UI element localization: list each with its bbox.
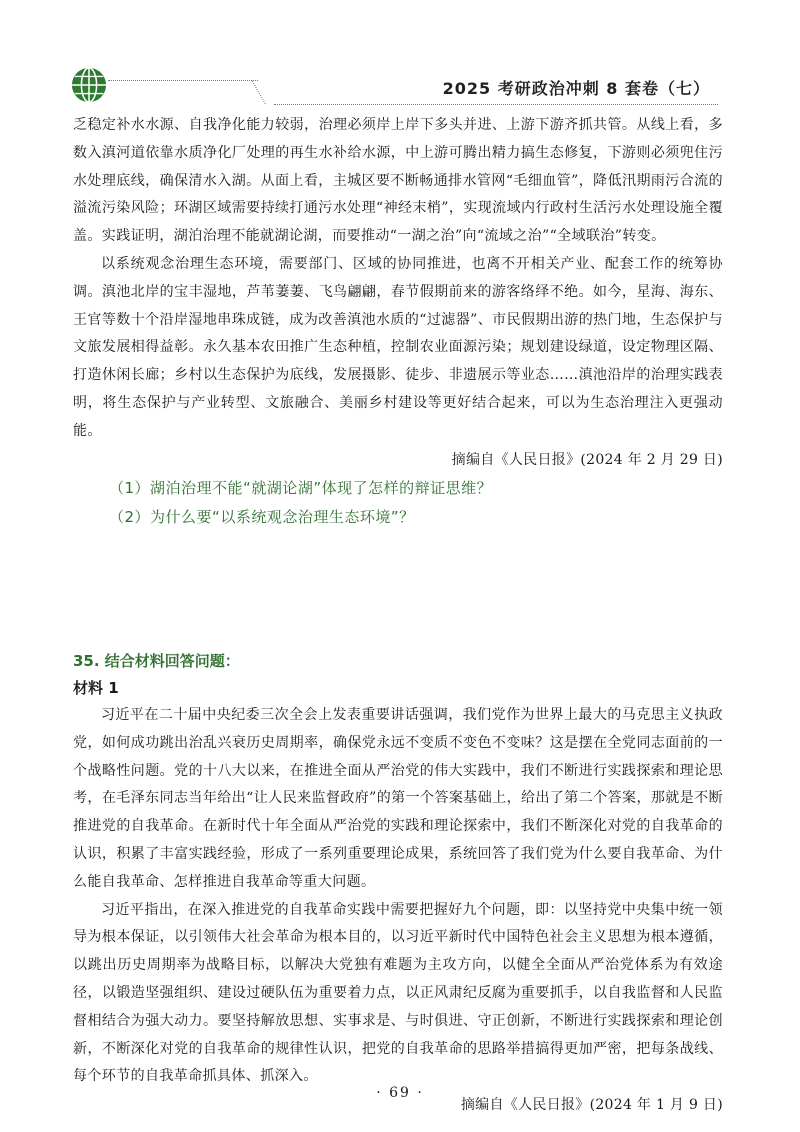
material-paragraph: 习近平指出，在深入推进党的自我革命实践中需要把握好九个问题，即：以坚持党中央集中统一领导为根本保证，以引领伟大社会革命为根本目的，以习近平新时代中国特色社会主义思想为根本遵循，以跳出历史周期率为战略目标，以解决大党独有难题为主攻方向，以健全全面从严治党体系为有效途径，以锻造坚强组织、建设过硬队伍为重要着力点，以正风肃纪反腐为重要抓手，以自我监督和人民监督相结合为强大动力。要坚持解放思想、实事求是、与时俱进、守正创新，不断进行实践探索和理论创新，不断深化对党的自我革命的规律性认识，把党的自我革命的思路举措搞得更加严密，把每条战线、每个环节的自我革命抓具体、抓深入。: [73, 901, 723, 1085]
page-number: · 69 ·: [376, 1085, 424, 1101]
question-item: （2）为什么要“以系统观念治理生态环境”？: [109, 507, 415, 526]
material-paragraph: 以系统观念治理生态环境，需要部门、区域的协同推进，也离不开相关产业、配套工作的统筹协调。滇池北岸的宝丰湿地，芦苇萋萋、飞鸟翩翩，春节假期前来的游客络绎不绝。如今，星海、海东、王官等数十个沿岸湿地串珠成链，成为改善滇池水质的“过滤器”、市民假期出游的热门地，生态保护与文旅发展相得益彰。永久基本农田推广生态种植，控制农业面源污染；规划建设绿道，设定物理区隔、打造休闲长廊；乡村以生态保护为底线，发展摄影、徒步、非遗展示等业态……滇池沿岸的治理实践表明，将生态保护与产业转型、文旅融合、美丽乡村建设等更好结合起来，可以为生态治理注入更强动能。: [73, 255, 723, 439]
section-35-content: [73, 648, 723, 1119]
header-divider-slant: [251, 80, 284, 104]
question-item: （1）湖泊治理不能“就湖论湖”体现了怎样的辩证思维？: [109, 478, 493, 497]
question-title: 35. 结合材料回答问题：: [73, 652, 240, 670]
page-title: 2025 考研政治冲刺 8 套卷（七）: [442, 79, 710, 98]
material-label: 材料 1: [73, 679, 119, 697]
globe-logo-icon: [70, 66, 108, 104]
header-divider: [108, 80, 258, 81]
material-paragraph: 习近平在二十届中央纪委三次全会上发表重要讲话强调，我们党作为世界上最大的马克思主义执政党，如何成功跳出治乱兴衰历史周期率，确保党永远不变质不变色不变味？这是摆在全党同志面前的一个战略性问题。党的十八大以来，在推进全面从严治党的伟大实践中，我们不断进行实践探索和理论思考，在毛泽东同志当年给出“让人民来监督政府”的第一个答案基础上，给出了第二个答案，那就是不断推进党的自我革命。在新时代十年全面从严治党的实践和理论探索中，我们不断深化对党的自我革命的认识，积累了丰富实践经验，形成了一系列重要理论成果，系统回答了我们党为什么要自我革命、为什么能自我革命、怎样推进自我革命等重大问题。: [73, 707, 723, 890]
material-paragraph: 乏稳定补水水源、自我净化能力较弱，治理必须岸上岸下多头并进、上游下游齐抓共管。从线上看，多数入滇河道依靠水质净化厂处理的再生水补给水源，中上游可腾出精力搞生态修复，下游则必须兜住污水处理底线，确保清水入湖。从面上看，主城区要不断畅通排水管网“毛细血管”，降低汛期雨污合流的溢流污染风险；环湖区域需要持续打通污水处理“神经末梢”，实现流域内行政村生活污水处理设施全覆盖。实践证明，湖泊治理不能就湖论湖，而要推动“一湖之治”向“流域之治”“全域联治”转变。: [73, 117, 723, 245]
source-citation: 摘编自《人民日报》(2024 年 2 月 29 日): [451, 451, 723, 468]
header-divider-bottom: [274, 104, 718, 105]
page-header: [0, 0, 800, 110]
source-citation: 摘编自《人民日报》(2024 年 1 月 9 日): [460, 1097, 723, 1114]
section-34-content: [73, 112, 723, 532]
